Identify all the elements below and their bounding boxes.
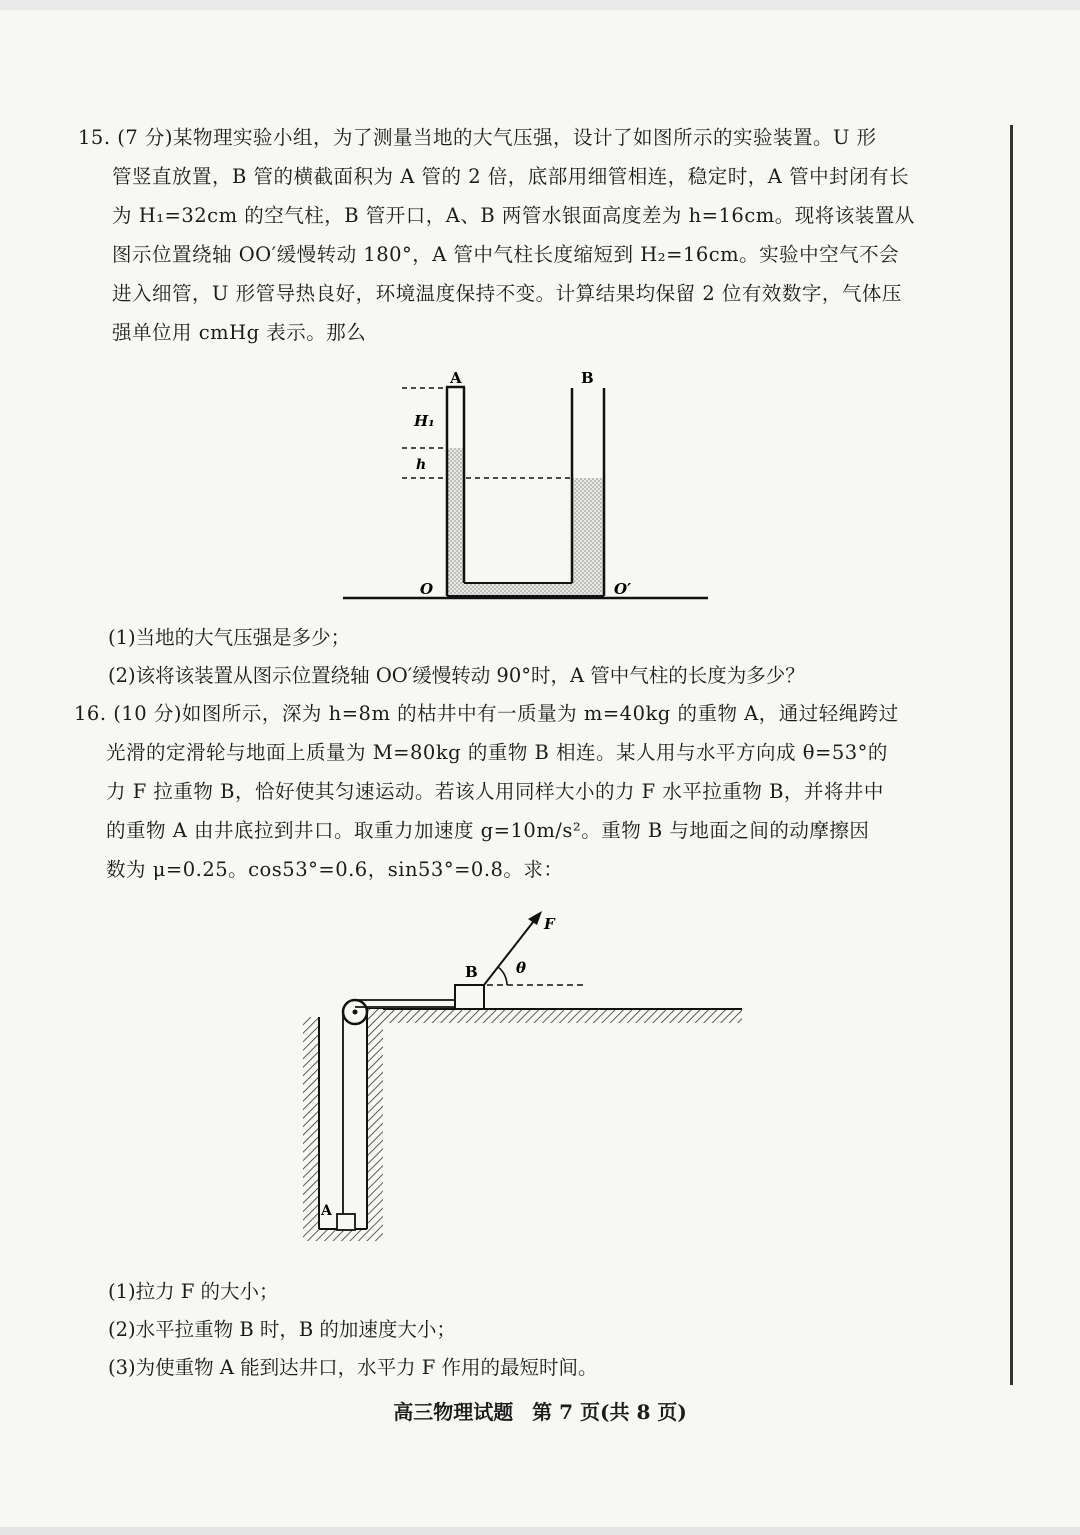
q15-line-3: 为 H₁=32cm 的空气柱，B 管开口，A、B 两管水银面高度差为 h=16cm。现将该装置从 [112,204,915,227]
force-arrow [484,917,537,985]
footer-page-number: 第 7 页(共 8 页) [532,1400,687,1424]
q16-subquestion-3: (3)为使重物 A 能到达井口，水平力 F 作用的最短时间。 [108,1356,598,1379]
label-block-a: A [321,1203,332,1219]
q15-subquestion-1: (1)当地的大气压强是多少； [108,626,351,649]
block-b [455,985,484,1009]
q15-line-5: 进入细管，U 形管导热良好，环境温度保持不变。计算结果均保留 2 位有效数字，气体压 [112,282,902,305]
q15-line-4: 图示位置绕轴 OO′缓慢转动 180°，A 管中气柱长度缩短到 H₂=16cm。实验中空气不会 [112,243,900,266]
q16-line-3: 力 F 拉重物 B，恰好使其匀速运动。若该人用同样大小的力 F 水平拉重物 B，并将井中 [106,780,884,803]
label-axis-o-prime: O′ [614,580,632,598]
mercury-column-b [572,478,604,596]
label-tube-b: B [581,369,594,387]
label-axis-o: O [420,580,434,598]
q16-line-2: 光滑的定滑轮与地面上质量为 M=80kg 的重物 B 相连。某人用与水平方向成 θ=53°的 [106,741,888,764]
q16-line-1: 16. (10 分)如图所示，深为 h=8m 的枯井中有一质量为 m=40kg 的重物 A，通过轻绳跨过 [74,702,899,725]
q15-line-6: 强单位用 cmHg 表示。那么 [112,321,367,344]
label-h1: H₁ [414,412,435,430]
mercury-column-a [447,448,464,596]
well-pulley-figure [295,905,755,1250]
q15-subquestion-2: (2)该将该装置从图示位置绕轴 OO′缓慢转动 90°时，A 管中气柱的长度为多少？ [108,664,805,687]
well-left-wall [303,1017,319,1237]
ground-surface [367,1009,742,1023]
label-h: h [416,457,427,473]
q16-line-5: 数为 μ=0.25。cos53°=0.6，sin53°=0.8。求： [106,858,564,881]
label-force-f: F [544,915,555,933]
page-footer [0,1398,1080,1426]
q15-line-2: 管竖直放置，B 管的横截面积为 A 管的 2 倍，底部用细管相连，稳定时，A 管中封闭有长 [112,165,910,188]
right-margin-rule [1010,125,1013,1385]
q16-line-4: 的重物 A 由井底拉到井口。取重力加速度 g=10m/s²。重物 B 与地面之间的动摩擦因 [106,819,870,842]
label-theta: θ [516,959,527,977]
bottom-margin-strip [0,1527,1080,1535]
label-block-b: B [465,963,478,981]
well-right-wall [367,1009,383,1237]
footer-title: 高三物理试题 [393,1400,514,1424]
top-margin-strip [0,0,1080,10]
mercury-bottom [464,583,572,596]
angle-arc [498,967,507,985]
label-tube-a: A [450,369,462,387]
q16-subquestion-1: (1)拉力 F 的大小； [108,1280,279,1303]
block-a [337,1214,355,1230]
q15-line-1: 15. (7 分)某物理实验小组，为了测量当地的大气压强，设计了如图所示的实验装置。U 形 [78,126,877,149]
u-tube-figure [330,360,730,610]
q16-subquestion-2: (2)水平拉重物 B 时，B 的加速度大小； [108,1318,456,1341]
